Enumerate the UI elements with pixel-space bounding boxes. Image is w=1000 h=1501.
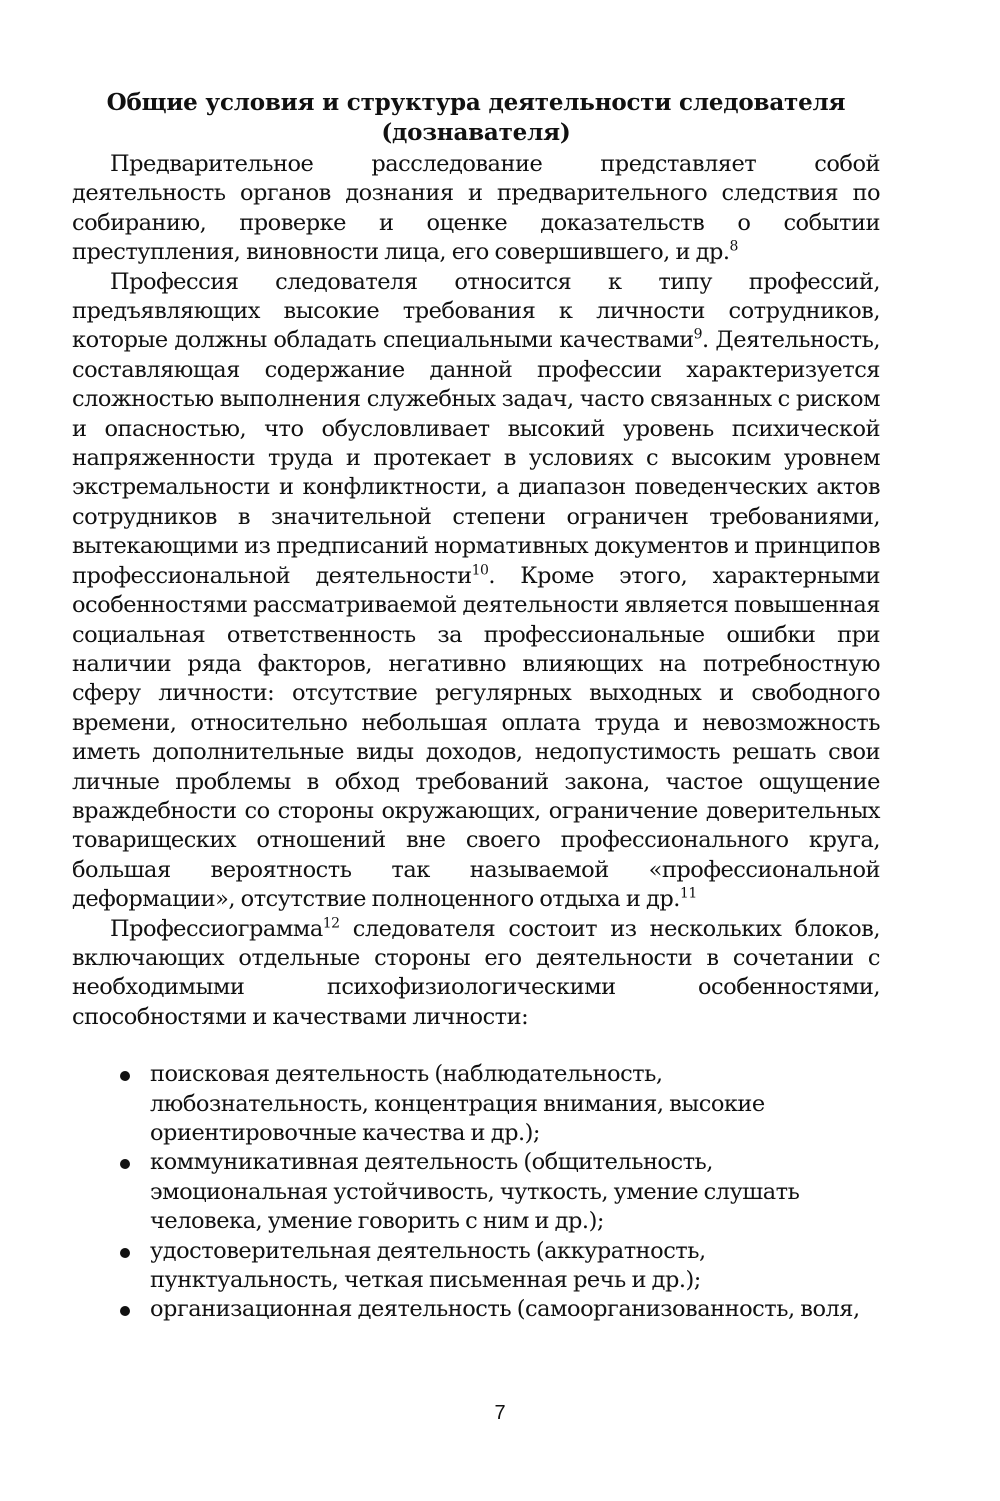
- body-text: [72, 150, 880, 1032]
- list-item: [150, 1148, 880, 1236]
- paragraph-2-text-b: . Деятельность, составляющая содержание данной профессии характеризуется сложностью выполнения служебных задач, часто связанных с риском и опасностью, что обусловливает высокий уровень психической напряженности труда и протекает в условиях с высоким уровнем экстремальности и конфликтности, а диапазон поведенческих актов сотрудников в значительной степени ограничен требованиями, вытекающими из предписаний нормативных документов и принципов профессиональной деятельности: [72, 327, 880, 589]
- footnote-ref-11: 11: [679, 885, 697, 902]
- paragraph-2: [72, 268, 880, 915]
- page-number: 7: [494, 1402, 506, 1424]
- section-title-line-2: (дознавателя): [381, 119, 571, 146]
- footnote-ref-9: 9: [693, 326, 703, 343]
- list-item: [150, 1295, 880, 1324]
- paragraph-2-text-a: Профессия следователя относится к типу профессий, предъявляющих высокие требования к личности сотрудников, которые должны обладать специальными качествами: [72, 268, 880, 354]
- paragraph-3-text-b: следователя состоит из нескольких блоков, включающих отдельные стороны его деятельности в сочетании с необходимыми психофизиологическими особенностями, способностями и качествами личности:: [72, 915, 880, 1030]
- list-item: [150, 1060, 880, 1148]
- footnote-ref-8: 8: [729, 238, 738, 255]
- bullet-dot-icon: [120, 1071, 130, 1081]
- paragraph-1: [72, 150, 880, 268]
- bullet-dot-icon: [120, 1306, 130, 1316]
- bullet-dot-icon: [120, 1159, 130, 1169]
- list-item: [150, 1237, 880, 1296]
- section-title: [72, 88, 880, 148]
- list-item-text: удостоверительная деятельность (аккуратность, пунктуальность, четкая письменная речь и др.);: [150, 1237, 706, 1294]
- list-item-text: организационная деятельность (самоорганизованность, воля,: [150, 1296, 860, 1323]
- footnote-ref-12: 12: [322, 915, 340, 932]
- bullet-dot-icon: [120, 1248, 130, 1258]
- paragraph-3-text-a: Профессиограмма: [110, 915, 323, 942]
- list-item-text: коммуникативная деятельность (общительность, эмоциональная устойчивость, чуткость, умение слушать человека, умение говорить с ним и др.);: [150, 1149, 800, 1235]
- paragraph-2-text-c: . Кроме этого, характерными особенностями рассматриваемой деятельности является повышенная социальная ответственность за профессиональные ошибки при наличии ряда факторов, негативно влияющих на потребностную сферу личности: отсутствие регулярных выходных и свободного времени, относительно небольшая оплата труда и невозможность иметь дополнительные виды доходов, недопустимость решать свои личные проблемы в обход требований закона, частое ощущение враждебности со стороны окружающих, ограничение доверительных товарищеских отношений вне своего профессионального круга, большая вероятность так называемой «профессиональной деформации», отсутствие полноценного отдыха и др.: [72, 562, 880, 913]
- footnote-ref-10: 10: [471, 562, 489, 579]
- bullet-list: [72, 1060, 880, 1325]
- paragraph-1-text: Предварительное расследование представляет собой деятельность органов дознания и предварительного следствия по собиранию, проверке и оценке доказательств о событии преступления, виновности лица, его совершившего, и др.: [72, 151, 880, 266]
- section-title-line-1: Общие условия и структура деятельности следователя: [106, 89, 846, 116]
- list-item-text: поисковая деятельность (наблюдательность, любознательность, концентрация внимания, высокие ориентировочные качества и др.);: [150, 1061, 765, 1146]
- paragraph-3: [72, 915, 880, 1033]
